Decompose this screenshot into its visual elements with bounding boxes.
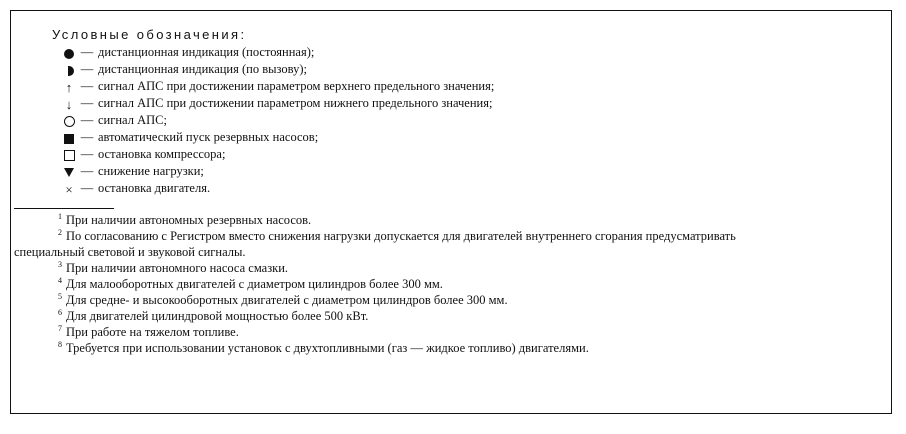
footnote — [14, 340, 886, 356]
filled-square-icon — [64, 134, 74, 144]
footnote-text: При наличии автономных резервных насосов. — [66, 213, 312, 227]
up-arrow-icon: ↑ — [65, 80, 73, 96]
legend-item — [62, 146, 494, 163]
dash: — — [80, 79, 94, 93]
footnote-number: 1 — [58, 212, 62, 221]
legend-heading: Условные обозначения: — [52, 27, 247, 42]
dash: — — [80, 45, 94, 59]
legend-item — [62, 129, 494, 146]
down-arrow-icon: ↓ — [65, 97, 73, 113]
legend-text: остановка компрессора; — [98, 147, 226, 161]
dash: — — [80, 181, 94, 195]
cross-icon: × — [65, 182, 73, 198]
footnote-text: Требуется при использовании установок с двухтопливными (газ — жидкое топливо) двигателями. — [66, 341, 589, 355]
legend-text: дистанционная индикация (по вызову); — [98, 62, 307, 76]
legend-text: остановка двигателя. — [98, 181, 211, 195]
footnote — [14, 228, 886, 260]
footnote — [14, 324, 886, 340]
footnote-text: При работе на тяжелом топливе. — [66, 325, 239, 339]
dash: — — [80, 96, 94, 110]
footnote-text: Для малооборотных двигателей с диаметром цилиндров более 300 мм. — [66, 277, 443, 291]
legend-text: сигнал АПС; — [98, 113, 167, 127]
dash: — — [80, 62, 94, 76]
filled-circle-icon — [64, 49, 74, 59]
footnote-text: По согласованию с Регистром вместо снижения нагрузки допускается для двигателей внутреннего сгорания предусматривать — [66, 229, 736, 243]
footnote — [14, 292, 886, 308]
legend-list — [62, 44, 494, 197]
legend-text: сигнал АПС при достижении параметром нижнего предельного значения; — [98, 96, 493, 110]
dash: — — [80, 147, 94, 161]
down-triangle-icon — [64, 168, 74, 177]
footnote-number: 5 — [58, 292, 62, 301]
legend-item — [62, 44, 494, 61]
legend-text: автоматический пуск резервных насосов; — [98, 130, 319, 144]
empty-circle-icon — [64, 116, 75, 127]
legend-item — [62, 180, 494, 197]
footnote-text: Для двигателей цилиндровой мощностью более 500 кВт. — [66, 309, 369, 323]
legend-text: сигнал АПС при достижении параметром верхнего предельного значения; — [98, 79, 495, 93]
dash: — — [80, 164, 94, 178]
footnote-number: 6 — [58, 308, 62, 317]
footnote — [14, 260, 886, 276]
legend-item — [62, 163, 494, 180]
footnote-text-continued: специальный световой и звуковой сигналы. — [14, 245, 246, 259]
footnotes — [14, 212, 886, 356]
footnote-number: 7 — [58, 324, 62, 333]
legend-item — [62, 61, 494, 78]
dash: — — [80, 130, 94, 144]
footnote-number: 8 — [58, 340, 62, 349]
footnote-text: При наличии автономного насоса смазки. — [66, 261, 289, 275]
footnote — [14, 276, 886, 292]
legend-item — [62, 112, 494, 129]
legend-item — [62, 95, 494, 112]
footnote — [14, 212, 886, 228]
footnote-divider — [14, 208, 114, 209]
footnote-text: Для средне- и высокооборотных двигателей с диаметром цилиндров более 300 мм. — [66, 293, 508, 307]
empty-square-icon — [64, 150, 75, 161]
legend-item — [62, 78, 494, 95]
legend-text: снижение нагрузки; — [98, 164, 204, 178]
footnote-number: 4 — [58, 276, 62, 285]
dash: — — [80, 113, 94, 127]
footnote — [14, 308, 886, 324]
footnote-number: 2 — [58, 228, 62, 237]
legend-text: дистанционная индикация (постоянная); — [98, 45, 315, 59]
half-circle-icon — [68, 66, 74, 76]
footnote-number: 3 — [58, 260, 62, 269]
